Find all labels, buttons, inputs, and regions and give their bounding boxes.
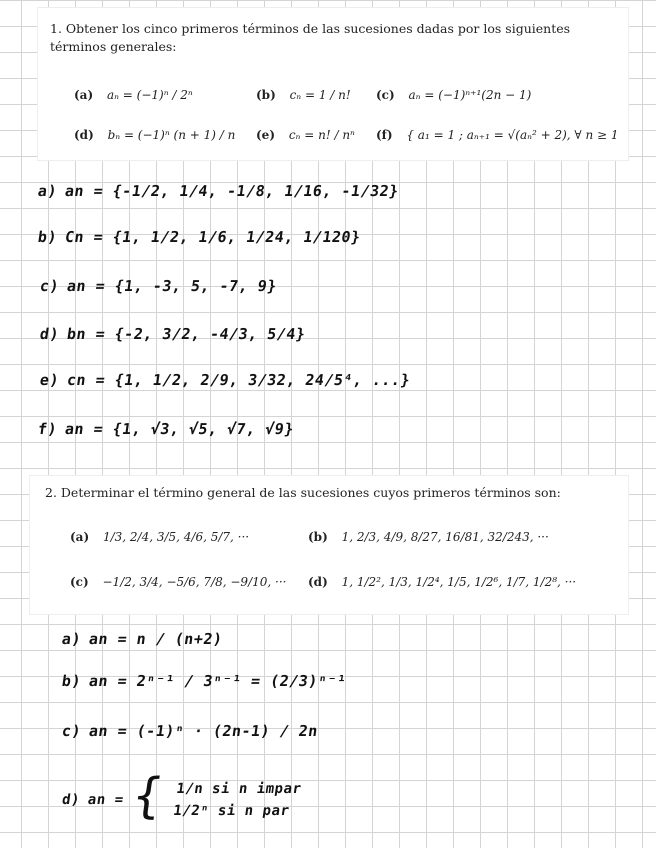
handwritten-answer-2a [61, 630, 224, 648]
item-label: (f) [376, 128, 393, 142]
answer-text: an = {-1/2, 1/4, -1/8, 1/16, -1/32} [63, 182, 400, 200]
item-label: (d) [74, 128, 94, 142]
exercise-1-title: 1. Obtener los cinco primeros términos de las sucesiones dadas por los siguientes términos generales: [50, 21, 571, 54]
item-formula: aₙ = (−1)ⁿ⁺¹(2n − 1) [408, 88, 532, 102]
exercise-2-item-c [70, 575, 286, 589]
case-brace: { [129, 768, 167, 824]
answer-text: bn = {-2, 3/2, -4/3, 5/4} [65, 325, 307, 343]
answer-label: d) [60, 792, 81, 808]
piecewise-cases [172, 778, 303, 822]
answer-label: b) [60, 672, 83, 690]
answer-label: f) [36, 420, 59, 438]
answer-label: e) [38, 371, 61, 389]
exercise-1-item-c [376, 88, 531, 102]
handwritten-answer-1e [39, 371, 412, 389]
answer-label: a) [60, 630, 83, 648]
item-formula: cₙ = n! / nⁿ [288, 128, 355, 142]
exercise-2-title: 2. Determinar el término general de las sucesiones cuyos primeros términos son: [45, 485, 561, 500]
answer-label: a) [36, 182, 59, 200]
item-label: (b) [308, 530, 328, 544]
item-formula: 1, 2/3, 4/9, 8/27, 16/81, 32/243, ··· [341, 530, 549, 544]
exercise-2-item-d [308, 575, 576, 589]
item-label: (a) [70, 530, 90, 544]
answer-text: an = [86, 792, 125, 808]
answer-text: an = (-1)ⁿ · (2n-1) / 2n [87, 722, 320, 740]
answer-label: d) [38, 325, 61, 343]
case-odd: 1/n si n impar [175, 781, 303, 797]
handwritten-answer-1d [39, 325, 307, 343]
handwritten-answer-1b [37, 228, 362, 246]
item-label: (c) [376, 88, 395, 102]
item-formula: aₙ = (−1)ⁿ / 2ⁿ [106, 88, 193, 102]
exercise-1-item-d [74, 128, 235, 142]
handwritten-answer-2b [61, 672, 348, 690]
item-label: (a) [74, 88, 94, 102]
answer-text: an = {1, -3, 5, -7, 9} [65, 277, 279, 295]
exercise-2-item-b [308, 530, 549, 544]
item-label: (c) [70, 575, 89, 589]
exercise-1-item-e [256, 128, 355, 142]
handwritten-answer-2d [58, 768, 304, 828]
exercise-2-item-a [70, 530, 249, 544]
answer-label: c) [60, 722, 83, 740]
item-label: (e) [256, 128, 275, 142]
answer-text: an = 2ⁿ⁻¹ / 3ⁿ⁻¹ = (2/3)ⁿ⁻¹ [87, 672, 348, 690]
handwritten-answer-2c [61, 722, 319, 740]
item-formula: 1, 1/2², 1/3, 1/2⁴, 1/5, 1/2⁶, 1/7, 1/2⁸, ··· [341, 575, 577, 589]
item-label: (b) [256, 88, 276, 102]
answer-text: cn = {1, 1/2, 2/9, 3/32, 24/5⁴, ...} [65, 371, 412, 389]
exercise-1-item-b [256, 88, 351, 102]
exercise-1-item-a [74, 88, 193, 102]
item-formula: cₙ = 1 / n! [289, 88, 351, 102]
handwritten-answer-1f [37, 420, 295, 438]
item-formula: −1/2, 3/4, −5/6, 7/8, −9/10, ··· [102, 575, 287, 589]
item-formula: bₙ = (−1)ⁿ (n + 1) / n [107, 128, 236, 142]
item-formula: { a₁ = 1 ; aₙ₊₁ = √(aₙ² + 2), ∀ n ≥ 1 [406, 128, 619, 142]
answer-label: b) [36, 228, 59, 246]
exercise-1-item-f [376, 128, 619, 142]
handwritten-answer-1a [37, 182, 400, 200]
item-formula: 1/3, 2/4, 3/5, 4/6, 5/7, ··· [102, 530, 250, 544]
answer-text: Cn = {1, 1/2, 1/6, 1/24, 1/120} [63, 228, 362, 246]
answer-text: an = {1, √3, √5, √7, √9} [63, 420, 296, 438]
case-even: 1/2ⁿ si n par [172, 803, 291, 819]
item-label: (d) [308, 575, 328, 589]
answer-text: an = n / (n+2) [87, 630, 224, 648]
answer-label: c) [38, 277, 61, 295]
handwritten-answer-1c [39, 277, 278, 295]
